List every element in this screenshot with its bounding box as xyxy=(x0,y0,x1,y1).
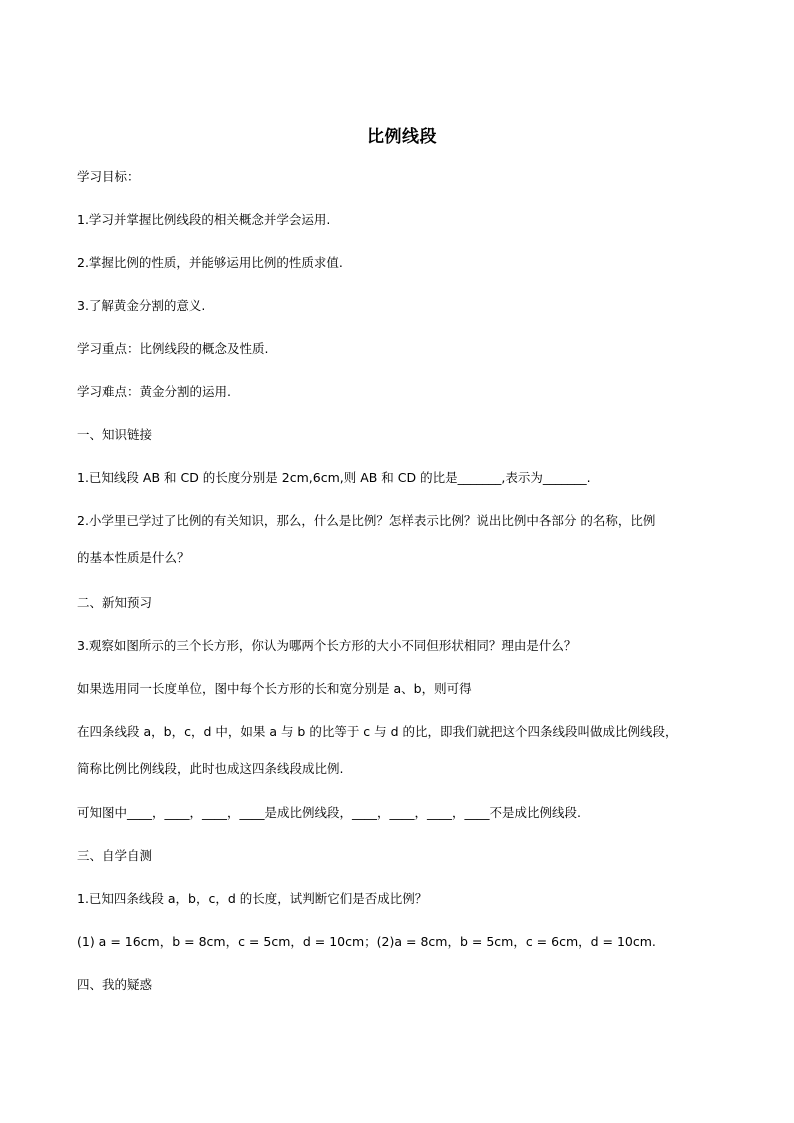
key-point: 学习重点：比例线段的概念及性质. xyxy=(77,341,269,356)
self-test-values: (1) a = 16cm，b = 8cm，c = 5cm，d = 10cm；(2)a = 8cm，b = 5cm，c = 6cm，d = 10cm. xyxy=(77,934,656,949)
section-heading-2: 二、新知预习 xyxy=(77,595,153,610)
section-heading-4: 四、我的疑惑 xyxy=(77,977,153,992)
paragraph-definition-continued: 简称比例比例线段，此时也成这四条线段成比例. xyxy=(77,761,344,776)
paragraph-definition: 在四条线段 a，b，c，d 中，如果 a 与 b 的比等于 c 与 d 的比，即我们就把这个四条线段叫做成比例线段， xyxy=(77,724,678,739)
goal-3: 3.了解黄金分割的意义. xyxy=(77,298,206,313)
question-2-continued: 的基本性质是什么？ xyxy=(77,550,190,565)
fill-in-blanks: 可知图中____，____，____，____是成比例线段，____，____，____，____不是成比例线段. xyxy=(77,805,581,820)
difficult-point: 学习难点：黄金分割的运用. xyxy=(77,384,231,399)
goal-2: 2.掌握比例的性质，并能够运用比例的性质求值. xyxy=(77,255,343,270)
goal-1: 1.学习并掌握比例线段的相关概念并学会运用. xyxy=(77,212,331,227)
question-2: 2.小学里已学过了比例的有关知识，那么，什么是比例？怎样表示比例？说出比例中各部分 的名称，比例 xyxy=(77,513,656,528)
learning-goals-heading: 学习目标： xyxy=(77,169,140,184)
question-1: 1.已知线段 AB 和 CD 的长度分别是 2cm,6cm,则 AB 和 CD 的比是_______,表示为_______. xyxy=(77,470,591,485)
section-heading-1: 一、知识链接 xyxy=(77,427,153,442)
paragraph-unit: 如果选用同一长度单位，图中每个长方形的长和宽分别是 a、b，则可得 xyxy=(77,681,472,696)
section-heading-3: 三、自学自测 xyxy=(77,848,153,863)
self-test-question: 1.已知四条线段 a，b，c，d 的长度，试判断它们是否成比例？ xyxy=(77,891,428,906)
page-title: 比例线段 xyxy=(367,127,437,147)
question-3: 3.观察如图所示的三个长方形，你认为哪两个长方形的大小不同但形状相同？理由是什么？ xyxy=(77,638,577,653)
